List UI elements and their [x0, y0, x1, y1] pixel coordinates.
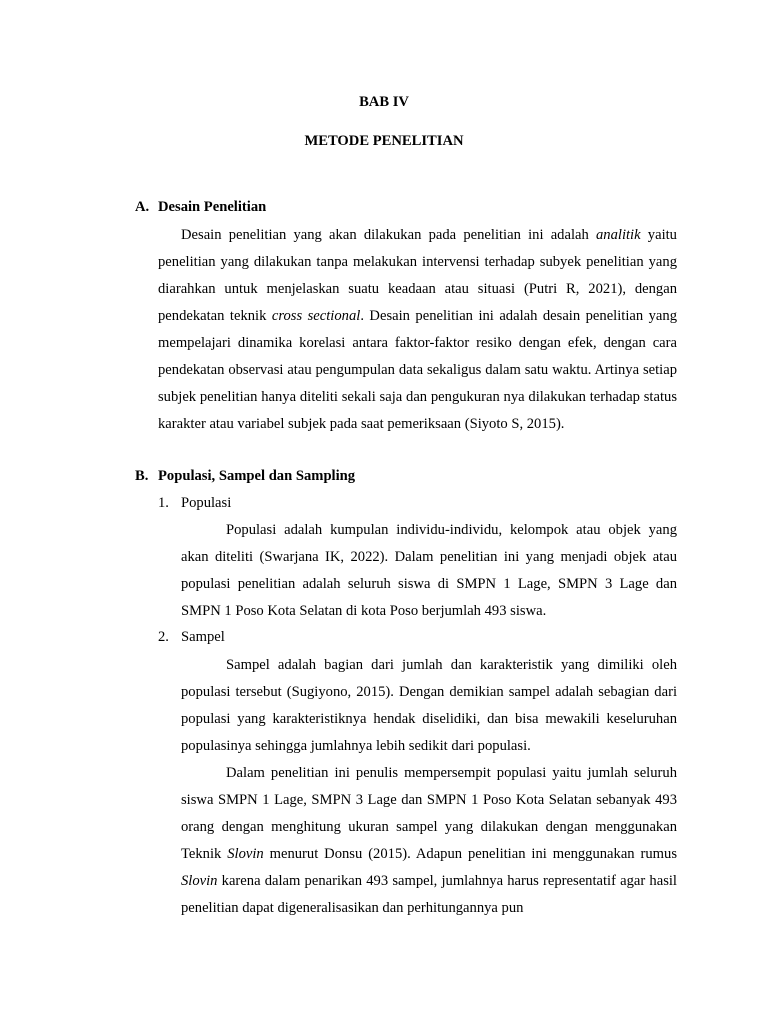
section-b-letter: B. — [135, 468, 149, 484]
chapter-heading: BAB IV — [359, 94, 409, 110]
italic-term: Slovin — [227, 846, 264, 862]
section-a-letter: A. — [135, 199, 150, 215]
text-run: Dalam penelitian ini penulis mempersempit populasi yaitu jumlah seluruh siswa SMPN 1 Lage, SMPN 3 Lage dan SMPN 1 Poso Kota Selatan sebanyak 493 orang dengan menghitung ukuran sampel yang dilakukan dengan menggunakan Teknik — [181, 765, 677, 862]
text-run: karena dalam penarikan 493 sampel, jumlahnya harus representatif agar hasil penelitian dapat digeneralisasikan dan perhitungannya pun — [181, 873, 677, 916]
subsection-label: Populasi — [181, 495, 232, 511]
section-b-heading — [135, 468, 355, 485]
section-a-paragraph — [158, 222, 677, 438]
italic-term: Slovin — [181, 873, 218, 889]
text-run: menurut Donsu (2015). Adapun penelitian ini menggunakan rumus — [263, 846, 677, 862]
italic-term: cross sectional — [271, 308, 361, 324]
section-a-title: Desain Penelitian — [158, 199, 267, 215]
section-a-heading — [135, 199, 266, 216]
subsection-sampel — [158, 629, 225, 646]
populasi-paragraph: Populasi adalah kumpulan individu-individu, kelompok atau objek yang akan diteliti (Swarjana IK, 2022). Dalam penelitian ini yang menjadi objek atau populasi penelitian adalah seluruh siswa di SMPN 1 Lage, SMPN 3 Lage dan SMPN 1 Poso Kota Selatan di kota Poso berjumlah 493 siswa. — [181, 522, 677, 619]
subsection-label: Sampel — [181, 629, 225, 645]
sampel-paragraph-1: Sampel adalah bagian dari jumlah dan karakteristik yang dimiliki oleh populasi tersebut (Sugiyono, 2015). Dengan demikian sampel adalah sebagian dari populasi yang karakteristiknya hendak diselidiki, dan bisa mewakili keseluruhan populasinya sehingga jumlahnya lebih sedikit dari populasi. — [181, 657, 677, 754]
text-run: Desain penelitian yang akan dilakukan pada penelitian ini adalah — [181, 227, 596, 243]
subsection-number: 2. — [158, 629, 169, 645]
subsection-number: 1. — [158, 495, 169, 511]
sampel-paragraph-2 — [181, 760, 677, 922]
text-run: yaitu penelitian yang dilakukan tanpa melakukan intervensi terhadap subyek penelitian yang diarahkan untuk menjelaskan suatu keadaan atau situasi (Putri R, 2021), dengan pendekatan teknik — [158, 227, 677, 324]
subsection-populasi — [158, 495, 231, 512]
italic-term: analitik — [596, 227, 641, 243]
chapter-title: METODE PENELITIAN — [304, 133, 464, 149]
section-b-title: Populasi, Sampel dan Sampling — [158, 468, 356, 484]
text-run: . Desain penelitian ini adalah desain penelitian yang mempelajari dinamika korelasi antara faktor-faktor resiko dengan efek, dengan cara pendekatan observasi atau pengumpulan data sekaligus dalam satu waktu. Artinya setiap subjek penelitian hanya diteliti sekali saja dan pengukuran nya dilakukan terhadap status karakter atau variabel subjek pada saat pemeriksaan (Siyoto S, 2015). — [158, 308, 677, 432]
